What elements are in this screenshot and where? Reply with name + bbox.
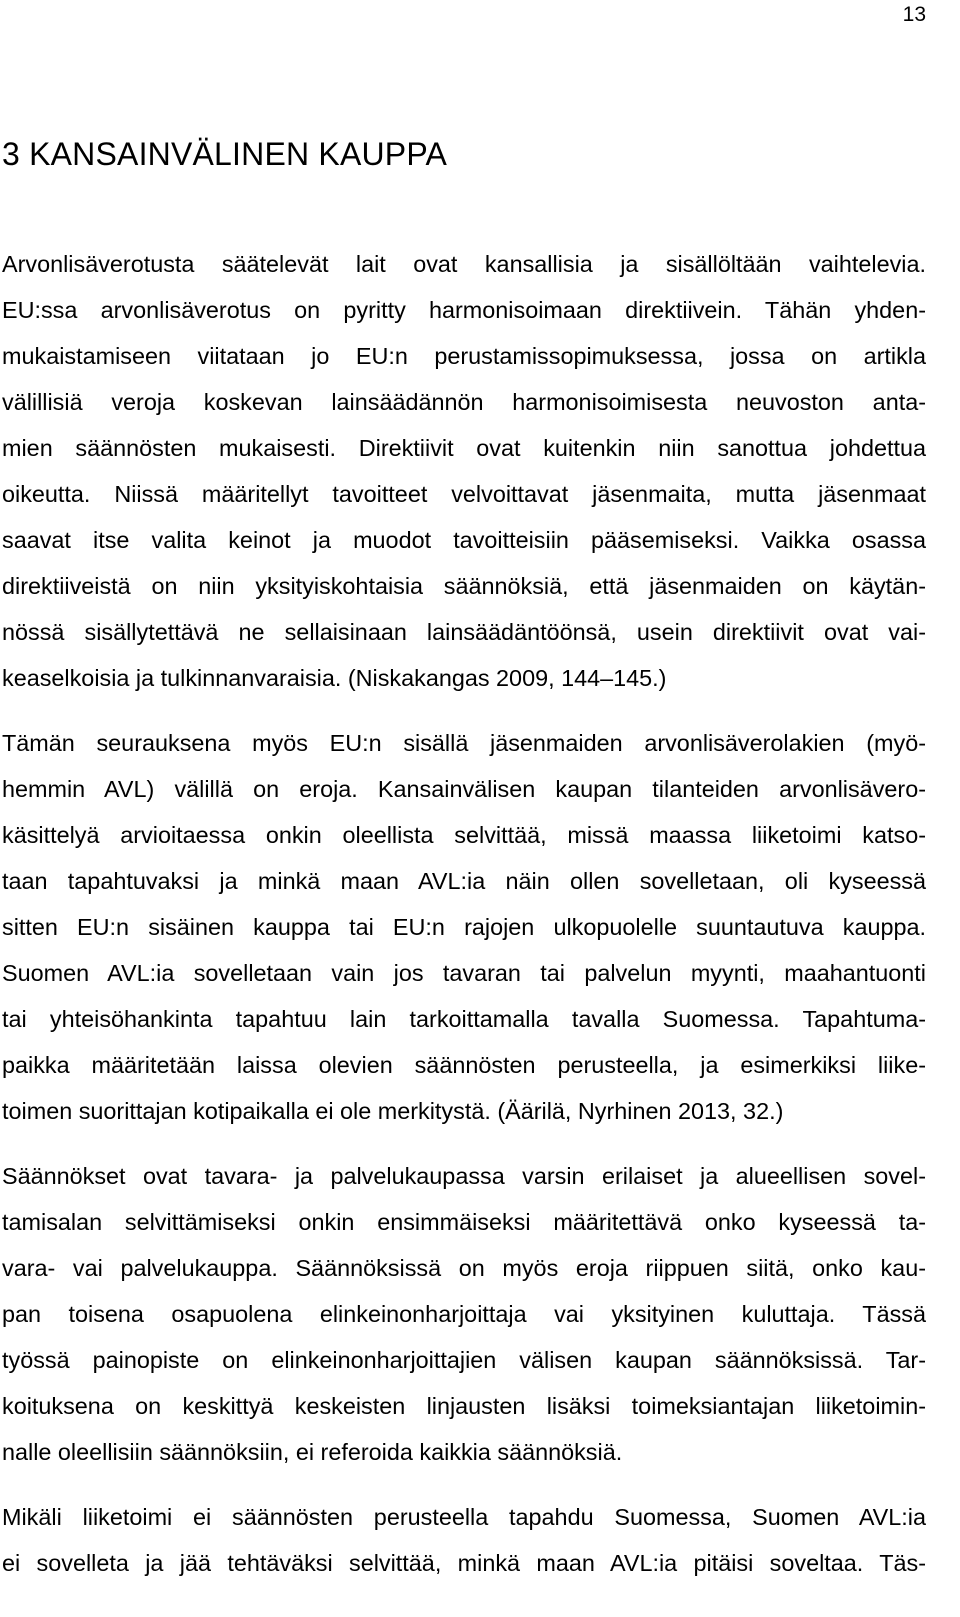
chapter-title: 3 KANSAINVÄLINEN KAUPPA: [2, 136, 448, 172]
text-line: välillisiä veroja koskevan lainsäädännön harmonisoimisesta neuvoston anta-: [2, 389, 926, 415]
text-line: pan toisena osapuolena elinkeinonharjoittaja vai yksityinen kuluttaja. Tässä: [2, 1301, 926, 1327]
page-number: 13: [902, 3, 926, 26]
text-line: tai yhteisöhankinta tapahtuu lain tarkoittamalla tavalla Suomessa. Tapahtuma-: [2, 1006, 926, 1032]
text-line: koituksena on keskittyä keskeisten linjausten lisäksi toimeksiantajan liiketoimin-: [2, 1393, 926, 1419]
text-line: oikeutta. Niissä määritellyt tavoitteet velvoittavat jäsenmaita, mutta jäsenmaat: [2, 481, 926, 507]
text-line: keaselkoisia ja tulkinnanvaraisia. (Niskakangas 2009, 144–145.): [2, 665, 667, 691]
text-line: direktiiveistä on niin yksityiskohtaisia säännöksiä, että jäsenmaiden on käytän-: [2, 573, 926, 599]
text-line: mukaistamiseen viitataan jo EU:n perustamissopimuksessa, jossa on artikla: [2, 343, 926, 369]
text-line: käsittelyä arvioitaessa onkin oleellista selvittää, missä maassa liiketoimi katso-: [2, 822, 926, 848]
text-line: hemmin AVL) välillä on eroja. Kansainvälisen kaupan tilanteiden arvonlisävero-: [2, 776, 926, 802]
text-line: saavat itse valita keinot ja muodot tavoitteisiin pääsemiseksi. Vaikka osassa: [2, 527, 926, 553]
text-line: taan tapahtuvaksi ja minkä maan AVL:ia näin ollen sovelletaan, oli kyseessä: [2, 868, 926, 894]
text-line: paikka määritetään laissa olevien säännösten perusteella, ja esimerkiksi liike-: [2, 1052, 926, 1078]
text-line: mien säännösten mukaisesti. Direktiivit ovat kuitenkin niin sanottua johdettua: [2, 435, 926, 461]
text-line: EU:ssa arvonlisäverotus on pyritty harmonisoimaan direktiivein. Tähän yhden-: [2, 297, 926, 323]
text-line: Säännökset ovat tavara- ja palvelukaupassa varsin erilaiset ja alueellisen sovel-: [2, 1163, 926, 1189]
text-line: ei sovelleta ja jää tehtäväksi selvittää, minkä maan AVL:ia pitäisi soveltaa. Täs-: [2, 1550, 926, 1576]
text-line: Arvonlisäverotusta säätelevät lait ovat kansallisia ja sisällöltään vaihtelevia.: [2, 251, 926, 277]
text-line: nalle oleellisiin säännöksiin, ei referoida kaikkia säännöksiä.: [2, 1439, 623, 1465]
text-line: Mikäli liiketoimi ei säännösten perusteella tapahdu Suomessa, Suomen AVL:ia: [2, 1504, 926, 1530]
text-line: toimen suorittajan kotipaikalla ei ole merkitystä. (Äärilä, Nyrhinen 2013, 32.): [2, 1098, 784, 1124]
text-line: tamisalan selvittämiseksi onkin ensimmäiseksi määritettävä onko kyseessä ta-: [2, 1209, 926, 1235]
text-line: Tämän seurauksena myös EU:n sisällä jäsenmaiden arvonlisäverolakien (myö-: [2, 730, 926, 756]
text-line: nössä sisällytettävä ne sellaisinaan lainsäädäntöönsä, usein direktiivit ovat vai-: [2, 619, 926, 645]
text-line: vara- vai palvelukauppa. Säännöksissä on myös eroja riippuen siitä, onko kau-: [2, 1255, 926, 1281]
text-line: sitten EU:n sisäinen kauppa tai EU:n rajojen ulkopuolelle suuntautuva kauppa.: [2, 914, 926, 940]
text-line: työssä painopiste on elinkeinonharjoittajien välisen kaupan säännöksissä. Tar-: [2, 1347, 926, 1373]
text-line: Suomen AVL:ia sovelletaan vain jos tavaran tai palvelun myynti, maahantuonti: [2, 960, 926, 986]
